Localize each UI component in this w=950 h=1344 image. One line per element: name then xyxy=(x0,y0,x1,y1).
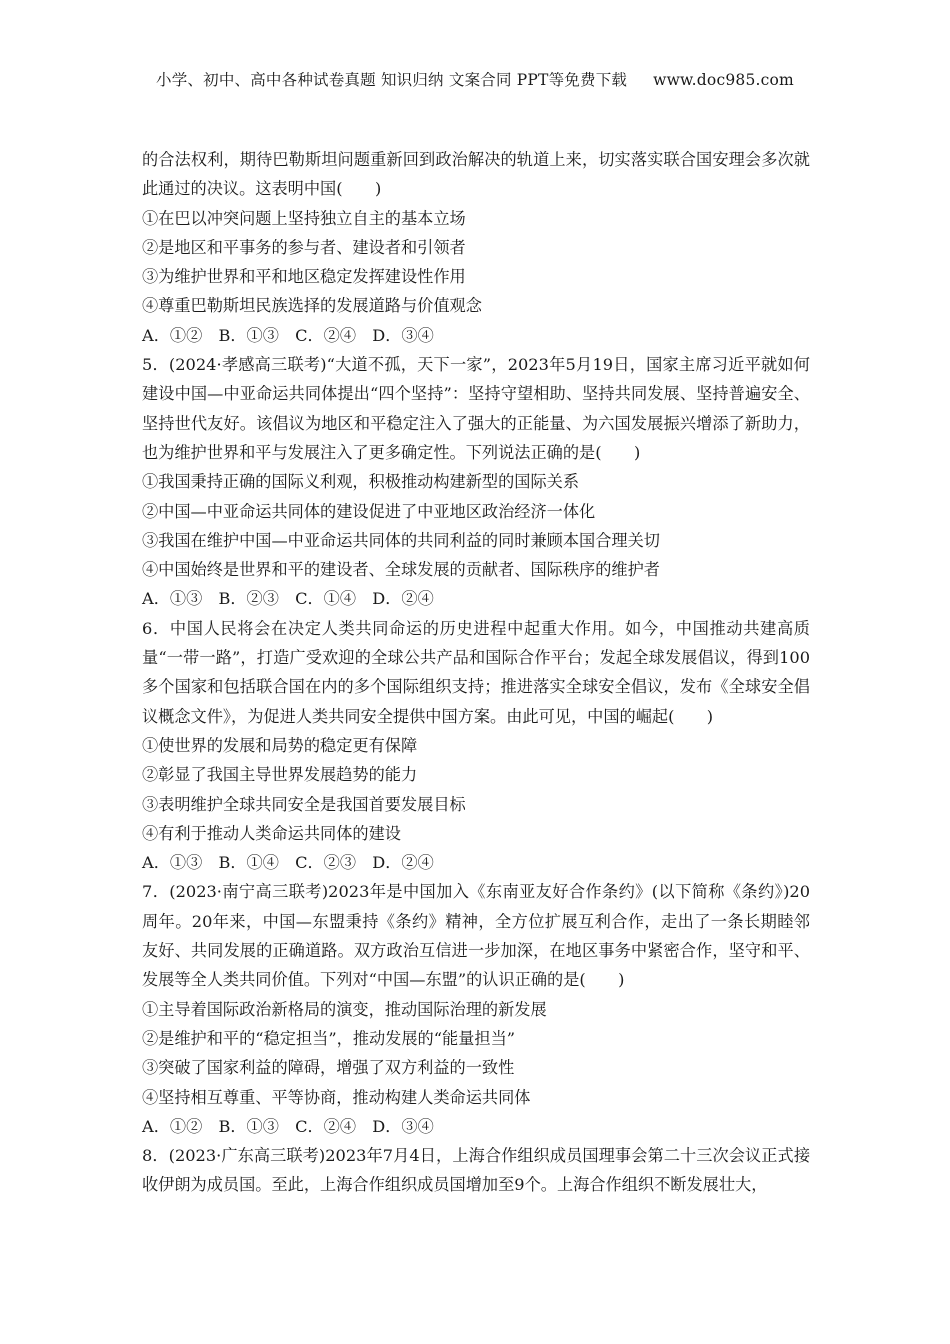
option-item: ④有利于推动人类命运共同体的建设 xyxy=(142,823,401,843)
question-7 xyxy=(142,877,810,1141)
option-item: ①在巴以冲突问题上坚持独立自主的基本立场 xyxy=(142,208,466,228)
option-item: ③表明维护全球共同安全是我国首要发展目标 xyxy=(142,794,466,814)
option-item: ④坚持相互尊重、平等协商，推动构建人类命运共同体 xyxy=(142,1087,531,1107)
option-item: ①使世界的发展和局势的稳定更有保障 xyxy=(142,735,418,755)
question-stem: 6．中国人民将会在决定人类共同命运的历史进程中起重大作用。如今，中国推动共建高质量“一带一路”，打造广受欢迎的全球公共产品和国际合作平台；发起全球发展倡议，得到100多个国家和包括联合国在内的多个国际组织支持；推进落实全球安全倡议，发布《全球安全倡议概念文件》，为促进人类共同安全提供中国方案。由此可见，中国的崛起( ) xyxy=(142,618,810,726)
header-text: 小学、初中、高中各种试卷真题 知识归纳 文案合同 PPT等免费下载 xyxy=(156,71,628,89)
question-6 xyxy=(142,614,810,878)
option-item: ②彰显了我国主导世界发展趋势的能力 xyxy=(142,765,418,785)
answer-choices: A．①② B．①③ C．②④ D．③④ xyxy=(142,325,434,345)
option-item: ②是维护和平的“稳定担当”，推动发展的“能量担当” xyxy=(142,1028,516,1048)
question-stem: 8．(2023·广东高三联考)2023年7月4日，上海合作组织成员国理事会第二十三次会议正式接收伊朗为成员国。至此，上海合作组织成员国增加至9个。上海合作组织不断发展壮大， xyxy=(142,1146,810,1195)
question-4 xyxy=(142,145,810,350)
question-stem: 5．(2024·孝感高三联考)“大道不孤，天下一家”，2023年5月19日，国家主席习近平就如何建设中国—中亚命运共同体提出“四个坚持”：坚持守望相助、坚持共同发展、坚持普遍安全、坚持世代友好。该倡议为地区和平稳定注入了强大的正能量、为六国发展振兴增添了新助力，也为维护世界和平与发展注入了更多确定性。下列说法正确的是( ) xyxy=(142,355,810,462)
option-item: ③我国在维护中国—中亚命运共同体的共同利益的同时兼顾本国合理关切 xyxy=(142,530,660,550)
question-stem: 的合法权利，期待巴勒斯坦问题重新回到政治解决的轨道上来，切实落实联合国安理会多次就此通过的决议。这表明中国( ) xyxy=(142,150,810,199)
option-item: ③为维护世界和平和地区稳定发挥建设性作用 xyxy=(142,267,466,287)
question-stem: 7．(2023·南宁高三联考)2023年是中国加入《东南亚友好合作条约》(以下简称《条约》)20周年。20年来，中国—东盟秉持《条约》精神，全方位扩展互利合作，走出了一条长期睦邻友好、共同发展的正确道路。双方政治互信进一步加深，在地区事务中紧密合作，坚守和平、发展等全人类共同价值。下列对“中国—东盟”的认识正确的是( ) xyxy=(142,882,810,990)
option-item: ③突破了国家利益的障碍，增强了双方利益的一致性 xyxy=(142,1058,515,1078)
answer-choices: A．①③ B．①④ C．②③ D．②④ xyxy=(142,853,434,873)
document-body xyxy=(142,145,810,1200)
answer-choices: A．①② B．①③ C．②④ D．③④ xyxy=(142,1116,434,1136)
question-8 xyxy=(142,1141,810,1200)
header-site: www.doc985.com xyxy=(653,71,794,89)
option-item: ④尊重巴勒斯坦民族选择的发展道路与价值观念 xyxy=(142,296,482,316)
option-item: ①主导着国际政治新格局的演变，推动国际治理的新发展 xyxy=(142,999,547,1019)
option-item: ①我国秉持正确的国际义利观，积极推动构建新型的国际关系 xyxy=(142,472,580,492)
question-5 xyxy=(142,350,810,614)
option-item: ②是地区和平事务的参与者、建设者和引领者 xyxy=(142,237,466,257)
page-header xyxy=(0,68,950,90)
option-item: ④中国始终是世界和平的建设者、全球发展的贡献者、国际秩序的维护者 xyxy=(142,560,660,580)
option-item: ②中国—中亚命运共同体的建设促进了中亚地区政治经济一体化 xyxy=(142,501,596,521)
answer-choices: A．①③ B．②③ C．①④ D．②④ xyxy=(142,589,434,609)
